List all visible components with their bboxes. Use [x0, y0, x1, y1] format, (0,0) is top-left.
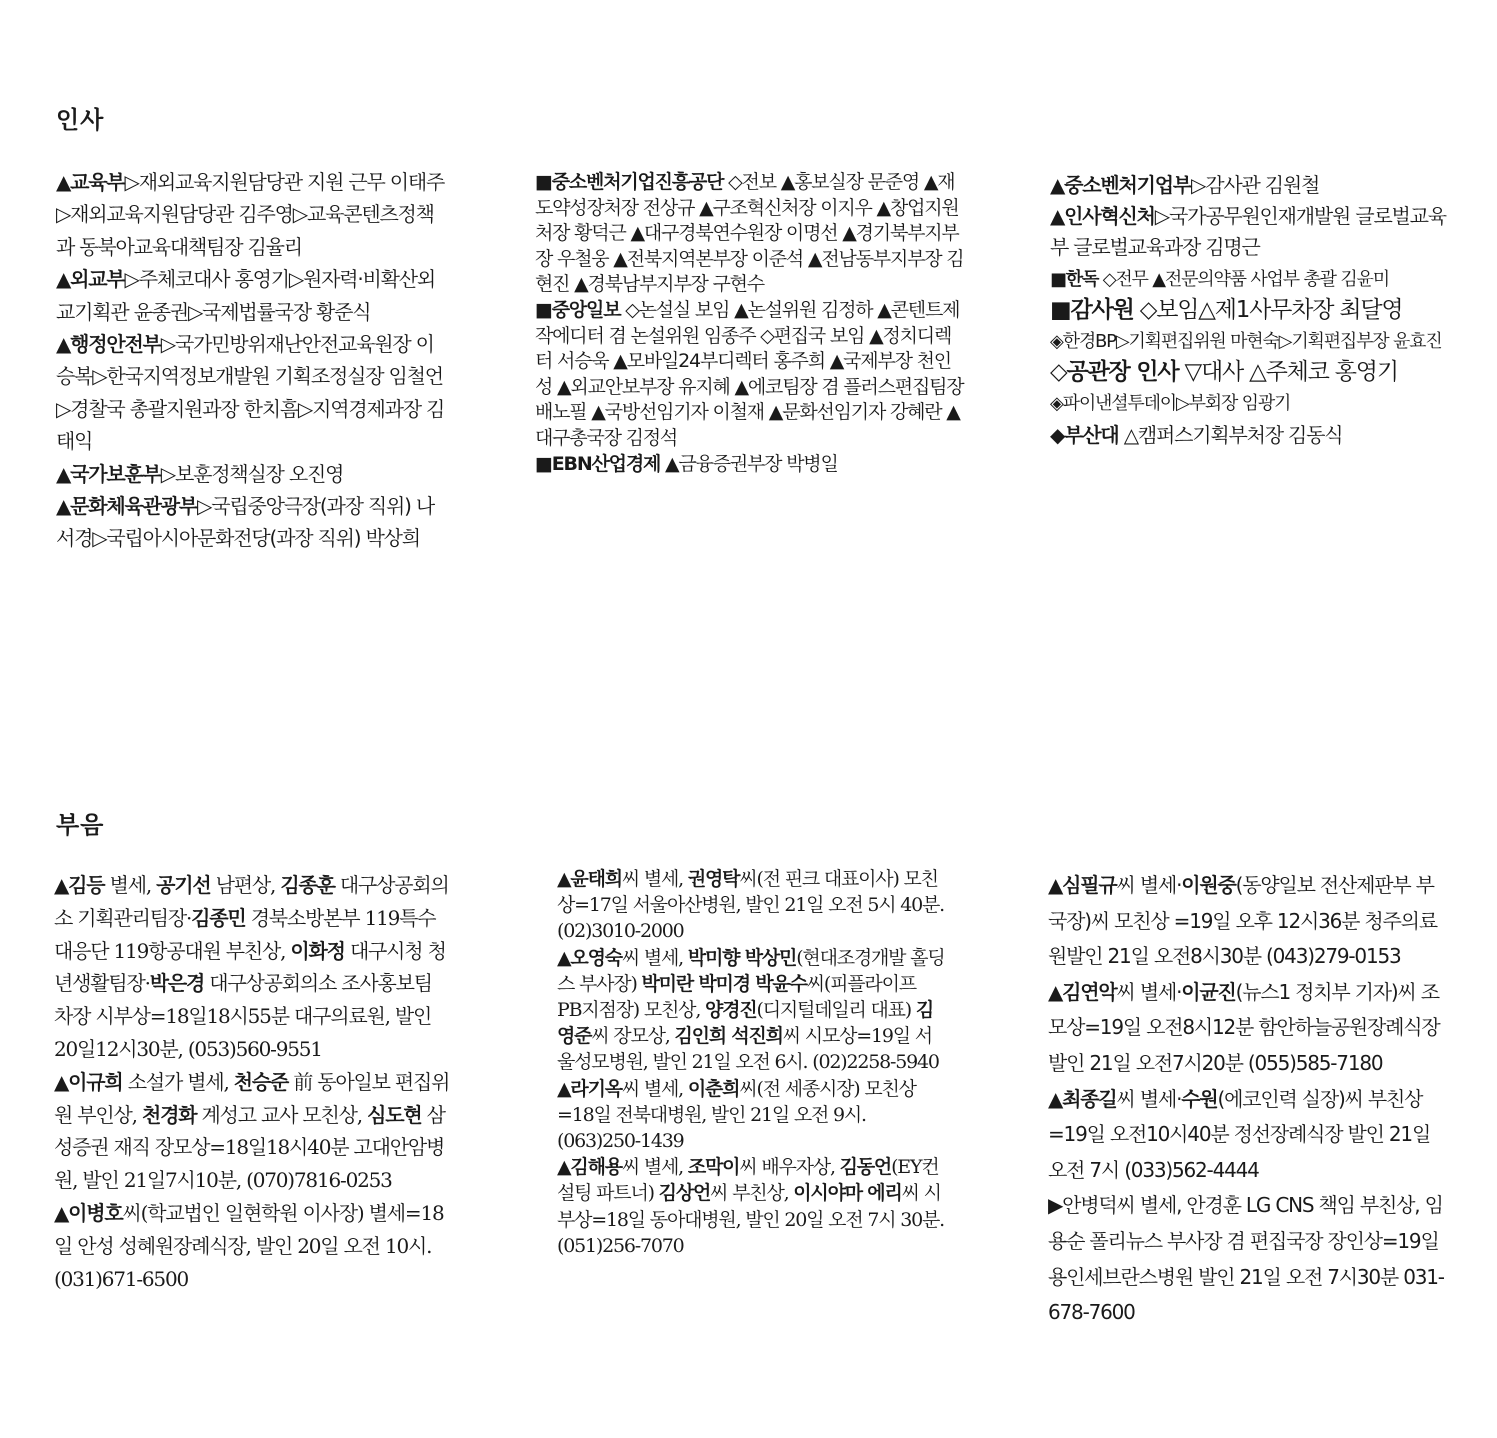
- obituary-text: 남편상,: [210, 873, 281, 897]
- person-name: 김종훈: [280, 873, 335, 897]
- obituary-entry: [1048, 1188, 1446, 1330]
- obituary-entry: [557, 1154, 945, 1259]
- entry-organization: ■중소벤처기업진흥공단: [535, 171, 724, 193]
- bueum-section-title: 부음: [56, 811, 105, 839]
- obituary-text: 씨(피플라이프 PB지점장) 모친상,: [557, 972, 916, 1022]
- person-name: ▲김해용: [557, 1156, 622, 1179]
- person-name: 수원: [1181, 1086, 1218, 1111]
- person-name: 이춘희: [687, 1077, 740, 1100]
- person-name: ▲오영숙: [557, 946, 622, 969]
- obituary-text: 씨 시부상=18일 동아대병원, 발인 20일 오전 7시 30분. (051)256-7070: [557, 1182, 944, 1257]
- appointment-entry: [56, 490, 448, 555]
- entry-organization: ◇공관장 인사: [1050, 359, 1179, 386]
- person-name: 김동언: [839, 1156, 892, 1179]
- bueum-column-3: [1048, 868, 1446, 1331]
- entry-details: ▲금융증권부장 박병일: [660, 452, 838, 475]
- appointment-entry: [1050, 388, 1450, 419]
- person-name: 김영준: [557, 999, 933, 1048]
- entry-details: ◇전보 ▲홍보실장 문준영 ▲재도약성장처장 전상규 ▲구조혁신처장 이지우 ▲창업지원처장 황덕근 ▲대구경북연수원장 이명선 ▲경기북부지부장 우철웅 ▲전북지역본부장 이준석 ▲전남동부지부장 김현진 ▲경북남부지부장 구현수: [535, 171, 964, 296]
- obituary-text: 별세,: [104, 873, 157, 897]
- obituary-text: ▶안병덕: [1048, 1193, 1117, 1218]
- person-name: 이화정: [290, 938, 345, 963]
- obituary-text: 대구상공회의소 기획관리팀장·: [54, 873, 449, 930]
- person-name: 박미란 박미경 박윤수: [641, 972, 807, 995]
- obituary-entry: [557, 1076, 945, 1155]
- obituary-text: 씨 부친상,: [710, 1182, 794, 1205]
- entry-organization: ■중앙일보: [535, 298, 621, 321]
- obituary-text: 대구상공회의소 조사홍보팀 차장 시부상=18일18시55분 대구의료원, 발인 20일12시30분, (053)560-9551: [54, 971, 432, 1061]
- obituary-entry: [54, 869, 452, 1066]
- obituary-text: (현대조경개발 홀딩스 부사장): [557, 946, 945, 995]
- obituary-text: 대구시청 청년생활팀장·: [54, 938, 446, 996]
- appointment-entry: [56, 328, 448, 458]
- person-name: 공기선: [156, 873, 211, 897]
- person-name: 박미향 박상민: [687, 946, 797, 969]
- entry-details: ▷재외교육지원담당관 지원 근무 이태주▷재외교육지원담당관 김주영▷교육콘텐츠정책과 동북아교육대책팀장 김율리: [56, 170, 445, 259]
- entry-details: ▷국가민방위재난안전교육원장 이승복▷한국지역정보개발원 기획조정실장 임철언▷경찰국 총괄지원과장 한치흠▷지역경제과장 김태익: [56, 332, 445, 454]
- obituary-text: 씨 별세·: [1116, 979, 1182, 1004]
- obituary-text: 씨 별세,: [1116, 1193, 1187, 1218]
- obituary-text: 씨 별세·: [1116, 1086, 1182, 1111]
- obituary-text: 계성고 교사 모친상,: [196, 1102, 368, 1127]
- obituary-text: 씨(전 핀크 대표이사) 모친상=17일 서울아산병원, 발인 21일 오전 5시 40분. (02)3010-2000: [557, 868, 944, 943]
- entry-organization: ■한독: [1050, 268, 1099, 290]
- appointment-entry: [1050, 170, 1450, 201]
- obituary-text: 임용순: [1048, 1193, 1443, 1253]
- appointment-entry: [1050, 326, 1450, 357]
- obituary-text: 씨 별세,: [621, 1156, 688, 1179]
- entry-details: ▷국립중앙극장(과장 직위) 나서경▷국립아시아문화전당(과장 직위) 박상희: [56, 494, 435, 551]
- obituary-text: LG CNS 책임 부친상,: [1240, 1193, 1425, 1218]
- obituary-entry: [1048, 975, 1446, 1082]
- obituary-text: (디지털데일리 대표): [756, 999, 916, 1022]
- person-name: 권영탁: [687, 868, 740, 890]
- obituary-entry: [54, 1197, 452, 1295]
- person-name: ▲최종길: [1048, 1086, 1117, 1111]
- person-name: 김종민: [191, 905, 246, 930]
- obituary-entry: [54, 1066, 452, 1197]
- person-name: ▲라기옥: [557, 1077, 622, 1100]
- appointment-entry: [56, 458, 448, 490]
- person-name: 김인희 석진희: [674, 1025, 783, 1048]
- obituary-text: 씨(전 세종시장) 모친상=18일 전북대병원, 발인 21일 오전 9시. (063)250-1439: [557, 1077, 916, 1153]
- person-name: ▲김연악: [1048, 979, 1117, 1004]
- entry-organization: ■감사원: [1050, 296, 1134, 323]
- entry-organization: ◆부산대: [1050, 422, 1119, 447]
- entry-organization: ▲교육부: [56, 170, 125, 194]
- appointment-entry: [56, 263, 448, 328]
- insa-column-3: [1050, 170, 1450, 451]
- entry-organization: ▲중소벤처기업부: [1050, 173, 1192, 197]
- person-name: 천승준: [233, 1069, 289, 1094]
- obituary-text: (EY컨설팅 파트너): [557, 1156, 939, 1205]
- obituary-text: 씨 별세,: [621, 868, 688, 890]
- obituary-text: 삼성증권 재직 장모상=18일18시40분 고대안암병원, 발인 21일7시10분, (070)7816-0253: [54, 1102, 445, 1193]
- person-name: 김상언: [658, 1182, 711, 1205]
- person-name: ▲심필규: [1048, 873, 1117, 897]
- entry-organization: ▲외교부: [56, 267, 125, 292]
- person-name: 천경화: [141, 1102, 197, 1127]
- obituary-text: (동양일보 전산제판부 부국장)씨 모친상 =19일 오후 12시36분 청주의료원발인 21일 오전8시30분 (043)279-0153: [1048, 873, 1437, 969]
- appointment-entry: [1050, 420, 1450, 451]
- entry-details: ◇보임△제1사무차장 최달영: [1133, 296, 1403, 323]
- entry-details: ▷감사관 김원철: [1191, 173, 1320, 197]
- obituary-text: (에코인력 실장)씨 부친상=19일 오전10시40분 정선장례식장 발인 21일 오전 7시 (033)562-4444: [1048, 1086, 1431, 1182]
- obituary-text: 씨 별세,: [621, 946, 688, 969]
- person-name: ▲이규희: [54, 1069, 123, 1094]
- bueum-column-1: [54, 869, 452, 1295]
- appointment-entry: [535, 452, 967, 478]
- person-name: ▲김등: [54, 873, 105, 897]
- entry-details: ▷주체코대사 홍영기▷원자력·비확산외교기획관 윤종권▷국제법률국장 황준식: [56, 267, 436, 324]
- obituary-text: 소설가 별세,: [122, 1069, 234, 1094]
- entry-organization: ▲국가보훈부: [56, 461, 161, 486]
- obituary-entry: [557, 945, 945, 1076]
- entry-details: ◇전무 ▲전문의약품 사업부 총괄 김윤미: [1098, 268, 1389, 290]
- appointment-entry: [1050, 357, 1450, 388]
- person-name: ▲윤태희: [557, 868, 622, 890]
- obituary-text: 씨 배우자상,: [739, 1156, 840, 1179]
- appointment-entry: [535, 170, 967, 298]
- obituary-text: 씨(학교법인 일현학원 이사장) 별세=18일 안성 성혜원장례식장, 발인 20일 오전 10시. (031)671-6500: [54, 1200, 444, 1291]
- person-name: 이균진: [1181, 979, 1236, 1004]
- entry-details: ▷국가공무원인재개발원 글로벌교육부 글로벌교육과장 김명근: [1050, 204, 1446, 260]
- person-name: 양경진: [705, 999, 757, 1022]
- entry-organization: ▲인사혁신처: [1050, 204, 1155, 229]
- appointment-entry: [1050, 264, 1450, 295]
- obituary-text: 씨 장모상,: [591, 1025, 675, 1048]
- insa-column-1: [56, 166, 448, 555]
- obituary-text: 씨 별세,: [621, 1077, 688, 1100]
- obituary-entry: [1048, 868, 1446, 975]
- person-name: 박은경: [149, 971, 205, 996]
- entry-details: ◈한경BP▷기획편집위원 마현숙▷기획편집부장 윤효진: [1050, 331, 1442, 353]
- obituary-text: 폴리뉴스 부사장 겸 편집국장 장인상=19일 용인세브란스병원 발인 21일 오전 7시30분 031-678-7600: [1048, 1228, 1444, 1325]
- person-name: 이시야마 에리: [793, 1182, 902, 1205]
- person-name: 조막이: [687, 1156, 740, 1179]
- entry-details: △캠퍼스기획부처장 김동식: [1118, 422, 1343, 447]
- entry-organization: ▲문화체육관광부: [56, 494, 198, 519]
- person-name: 이원중: [1181, 873, 1236, 897]
- obituary-text: 안경훈: [1186, 1193, 1241, 1218]
- obituary-entry: [1048, 1082, 1446, 1189]
- obituary-text: 씨 별세·: [1116, 873, 1182, 897]
- entry-details: ▷보훈정책실장 오진영: [160, 461, 344, 486]
- appointment-entry: [535, 298, 967, 452]
- obituary-text: 前 동아일보 편집위원 부인상,: [54, 1069, 450, 1127]
- obituary-text: 경북소방본부 119특수대응단 119항공대원 부친상,: [54, 905, 436, 963]
- person-name: ▲이병호: [54, 1200, 123, 1225]
- appointment-entry: [1050, 295, 1450, 326]
- entry-details: ▽대사 △주체코 홍영기: [1178, 359, 1398, 386]
- entry-details: ◈파이낸셜투데이▷부회장 임광기: [1050, 393, 1291, 415]
- entry-organization: ▲행정안전부: [56, 332, 161, 357]
- bueum-column-2: [557, 866, 945, 1259]
- appointment-entry: [56, 166, 448, 263]
- entry-organization: ■EBN산업경제: [535, 452, 661, 475]
- person-name: 심도현: [367, 1102, 422, 1127]
- entry-details: ◇논설실 보임 ▲논설위원 김정하 ▲콘텐트제작에디터 겸 논설위원 임종주 ◇편집국 보임 ▲정치디렉터 서승욱 ▲모바일24부디렉터 홍주희 ▲국제부장 천인성 ▲외교안보부장 유지혜 ▲에코팀장 겸 플러스편집팀장 배노필 ▲국방선임기자 이철재 ▲문화선임기자 강혜란 ▲대구총국장 김정석: [535, 298, 964, 449]
- appointment-entry: [1050, 201, 1450, 263]
- obituary-text: (뉴스1 정치부 기자)씨 조모상=19일 오전8시12분 함안하늘공원장례식장 발인 21일 오전7시20분 (055)585-7180: [1048, 979, 1440, 1075]
- insa-column-2: [535, 170, 967, 477]
- obituary-entry: [557, 866, 945, 945]
- obituary-text: 씨 시모상=19일 서울성모병원, 발인 21일 오전 6시. (02)2258-5940: [557, 1025, 939, 1074]
- insa-section-title: 인사: [56, 106, 105, 134]
